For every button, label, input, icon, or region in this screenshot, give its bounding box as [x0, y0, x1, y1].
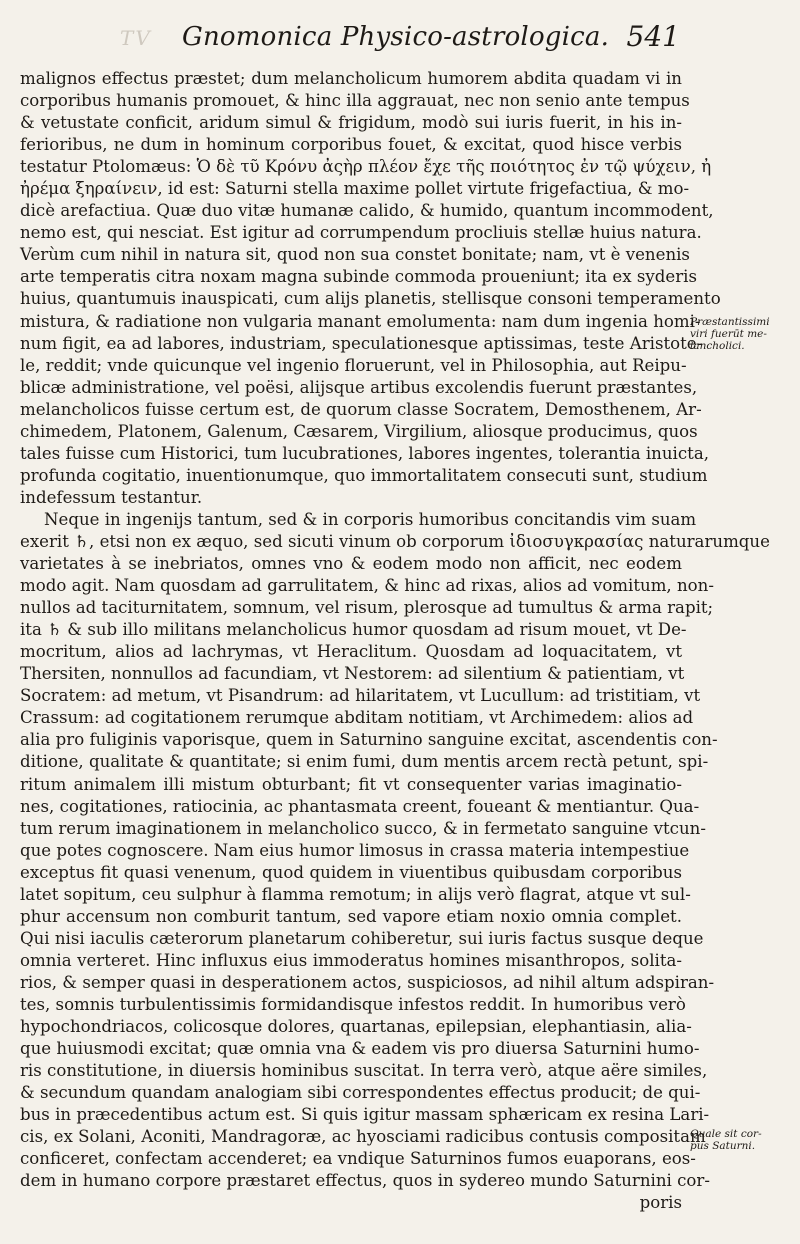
text-line: que potes cognoscere. Nam eius humor limosus in crassa materia intempestiue [20, 840, 690, 860]
text-line: blicæ administratione, vel poësi, alijsque artibus excolendis fuerunt præstantes, [20, 377, 698, 397]
text-line: & secundum quandam analogiam sibi correspondentes effectus producit; de qui- [20, 1083, 701, 1103]
text-line: mocritum, alios ad lachrymas, vt Heraclitum. Quosdam ad loquacitatem, vt [20, 642, 682, 662]
text-line: malignos effectus præstet; dum melancholicum humorem abdita quadam vi in [20, 69, 682, 88]
text-line: modo agit. Nam quosdam ad garrulitatem, & hinc ad rixas, alios ad vomitum, non- [20, 576, 714, 596]
text-line: & vetustate conficit, aridum simul & frigidum, modò sui iuris fuerit, in his in- [20, 113, 682, 133]
text-line: Crassum: ad cogitationem rerumque abditam notitiam, vt Archimedem: alios ad [20, 708, 694, 728]
text-line: que huiusmodi excitat; quæ omnia vna & eadem vis pro diuersa Saturnini humo- [20, 1039, 700, 1059]
text-line: exerit ♄, etsi non ex æquo, sed sicuti vinum ob corporum ἰδιοσυγκρασίας naturarumque [20, 531, 770, 551]
text-line: poris [639, 1193, 682, 1213]
text-line: ἠρέμα ξηραίνειν, id est: Saturni stella maxime pollet virtute frigefactiua, & mo- [20, 179, 690, 199]
text-line: tales fuisse cum Historici, tum lucubrationes, labores ingentes, tolerantia inuicta, [20, 443, 709, 463]
text-line: conficeret, confectam accenderet; ea vndique Saturninos fumos euaporans, eos- [20, 1149, 696, 1169]
text-line: ita ♄ & sub illo militans melancholicus humor quosdam ad risum mouet, vt De- [20, 620, 687, 640]
text-line: huius, quantumuis inauspicati, cum alijs planetis, stellisque consoni temperamento [20, 289, 721, 309]
text-line: dem in humano corpore præstaret effectus, quos in sydereo mundo Saturnini cor- [20, 1171, 710, 1191]
text-line: Neque in ingenijs tantum, sed & in corporis humoribus concitandis vim suam [44, 509, 697, 529]
text-line: indefessum testantur. [20, 487, 203, 507]
marginal-note-saturnus [690, 1128, 790, 1152]
text-line: omnia verteret. Hinc influxus eius immoderatus homines misanthropos, solita- [20, 950, 682, 970]
text-line: ferioribus, ne dum in hominum corporibus fouet, & excitat, quod hisce verbis [20, 135, 682, 155]
page-number: 541 [626, 20, 680, 53]
text-line: varietates à se inebriatos, omnes vno & eodem modo non afficit, nec eodem [20, 554, 682, 574]
bleed-through-text: TV [120, 26, 152, 50]
text-line: phur accensum non comburit tantum, sed vapore etiam noxio omnia complet. [20, 906, 682, 926]
text-line: Thersiten, nonnullos ad facundiam, vt Nestorem: ad silentium & patientiam, vt [20, 664, 685, 684]
text-line: nullos ad taciturnitatem, somnum, vel risum, plerosque ad tumultus & arma rapit; [20, 598, 714, 618]
text-line: ris constitutione, in diuersis hominibus suscitat. In terra verò, atque aëre similes, [20, 1061, 708, 1081]
text-line: bus in præcedentibus actum est. Si quis igitur massam sphæricam ex resina Lari- [20, 1105, 710, 1125]
text-line: hypochondriacos, colicosque dolores, quartanas, epilepsian, elephantiasin, alia- [20, 1017, 692, 1037]
text-line: nemo est, qui nesciat. Est igitur ad corrumpendum procliuis stellæ huius natura. [20, 223, 702, 243]
text-line: ritum animalem illi mistum obturbant; fit vt consequenter varias imaginatio- [20, 774, 682, 794]
text-line: tum rerum imaginationem in melancholico succo, & in fermetato sanguine vtcun- [20, 818, 706, 838]
text-line: le, reddit; vnde quicunque vel ingenio floruerunt, vel in Philosophia, aut Reipu- [20, 355, 687, 375]
text-line: testatur Ptolomæus: Ὁ δὲ τῦ Κρόνυ ἀςὴρ πλέον ἔχε τῆς ποιότητος ἐν τῷ ψύχειν, ἠ [20, 157, 712, 177]
marginal-line: viri fuerūt me- [690, 328, 767, 340]
text-line: rios, & semper quasi in desperationem actos, suspiciosos, ad nihil altum adspiran- [20, 972, 715, 992]
marginal-line: Quale sit cor- [690, 1128, 762, 1140]
text-line: dicè arefactiua. Quæ duo vitæ humanæ calido, & humido, quantum incommodent, [20, 201, 714, 221]
text-line: Qui nisi iaculis cæterorum planetarum cohiberetur, sui iuris factus susque deque [20, 928, 704, 948]
marginal-line: lancholici. [690, 340, 745, 352]
text-line: ditione, qualitate & quantitate; si enim fumi, dum mentis arcem rectà petunt, spi- [20, 752, 709, 772]
text-line: mistura, & radiatione non vulgaria manant emolumenta: nam dum ingenia homi- [20, 311, 701, 331]
marginal-note-melancholici [690, 316, 790, 352]
text-line: tes, somnis turbulentissimis formidandisque infestos reddit. In humoribus verò [20, 994, 686, 1014]
text-line: cis, ex Solani, Aconiti, Mandragoræ, ac hyosciami radicibus contusis compositam [20, 1127, 706, 1147]
text-line: Verùm cum nihil in natura sit, quod non sua constet bonitate; nam, vt è venenis [20, 245, 690, 265]
page-header [120, 16, 680, 60]
text-line: melancholicos fuisse certum est, de quorum classe Socratem, Demosthenem, Ar- [20, 399, 702, 419]
text-line: latet sopitum, ceu sulphur à flamma remotum; in alijs verò flagrat, atque vt sul- [20, 884, 691, 904]
text-line: Socratem: ad metum, vt Pisandrum: ad hilaritatem, vt Lucullum: ad tristitiam, vt [20, 686, 701, 706]
text-line: chimedem, Platonem, Galenum, Cæsarem, Virgilium, aliosque producimus, quos [20, 421, 698, 441]
text-line: exceptus fit quasi venenum, quod quidem in viuentibus quibusdam corporibus [20, 862, 682, 882]
text-line: corporibus humanis promouet, & hinc illa aggrauat, nec non senio ante tempus [20, 91, 690, 111]
marginal-line: Præstantissimi [690, 316, 770, 328]
running-title: Gnomonica Physico-astrologica. [182, 22, 610, 52]
text-line: profunda cogitatio, inuentionumque, quo immortalitatem consecuti sunt, studium [20, 465, 708, 485]
text-line: num figit, ea ad labores, industriam, speculationesque aptissimas, teste Aristote- [20, 333, 703, 353]
text-line: arte temperatis citra noxam magna subinde commoda proueniunt; ita ex syderis [20, 267, 697, 287]
text-line: alia pro fuliginis vaporisque, quem in Saturnino sanguine excitat, ascendentis con- [20, 730, 718, 750]
marginal-line: pus Saturni. [690, 1140, 756, 1152]
text-line: nes, cogitationes, ratiocinia, ac phantasmata creent, foueant & mentiantur. Qua- [20, 796, 700, 816]
